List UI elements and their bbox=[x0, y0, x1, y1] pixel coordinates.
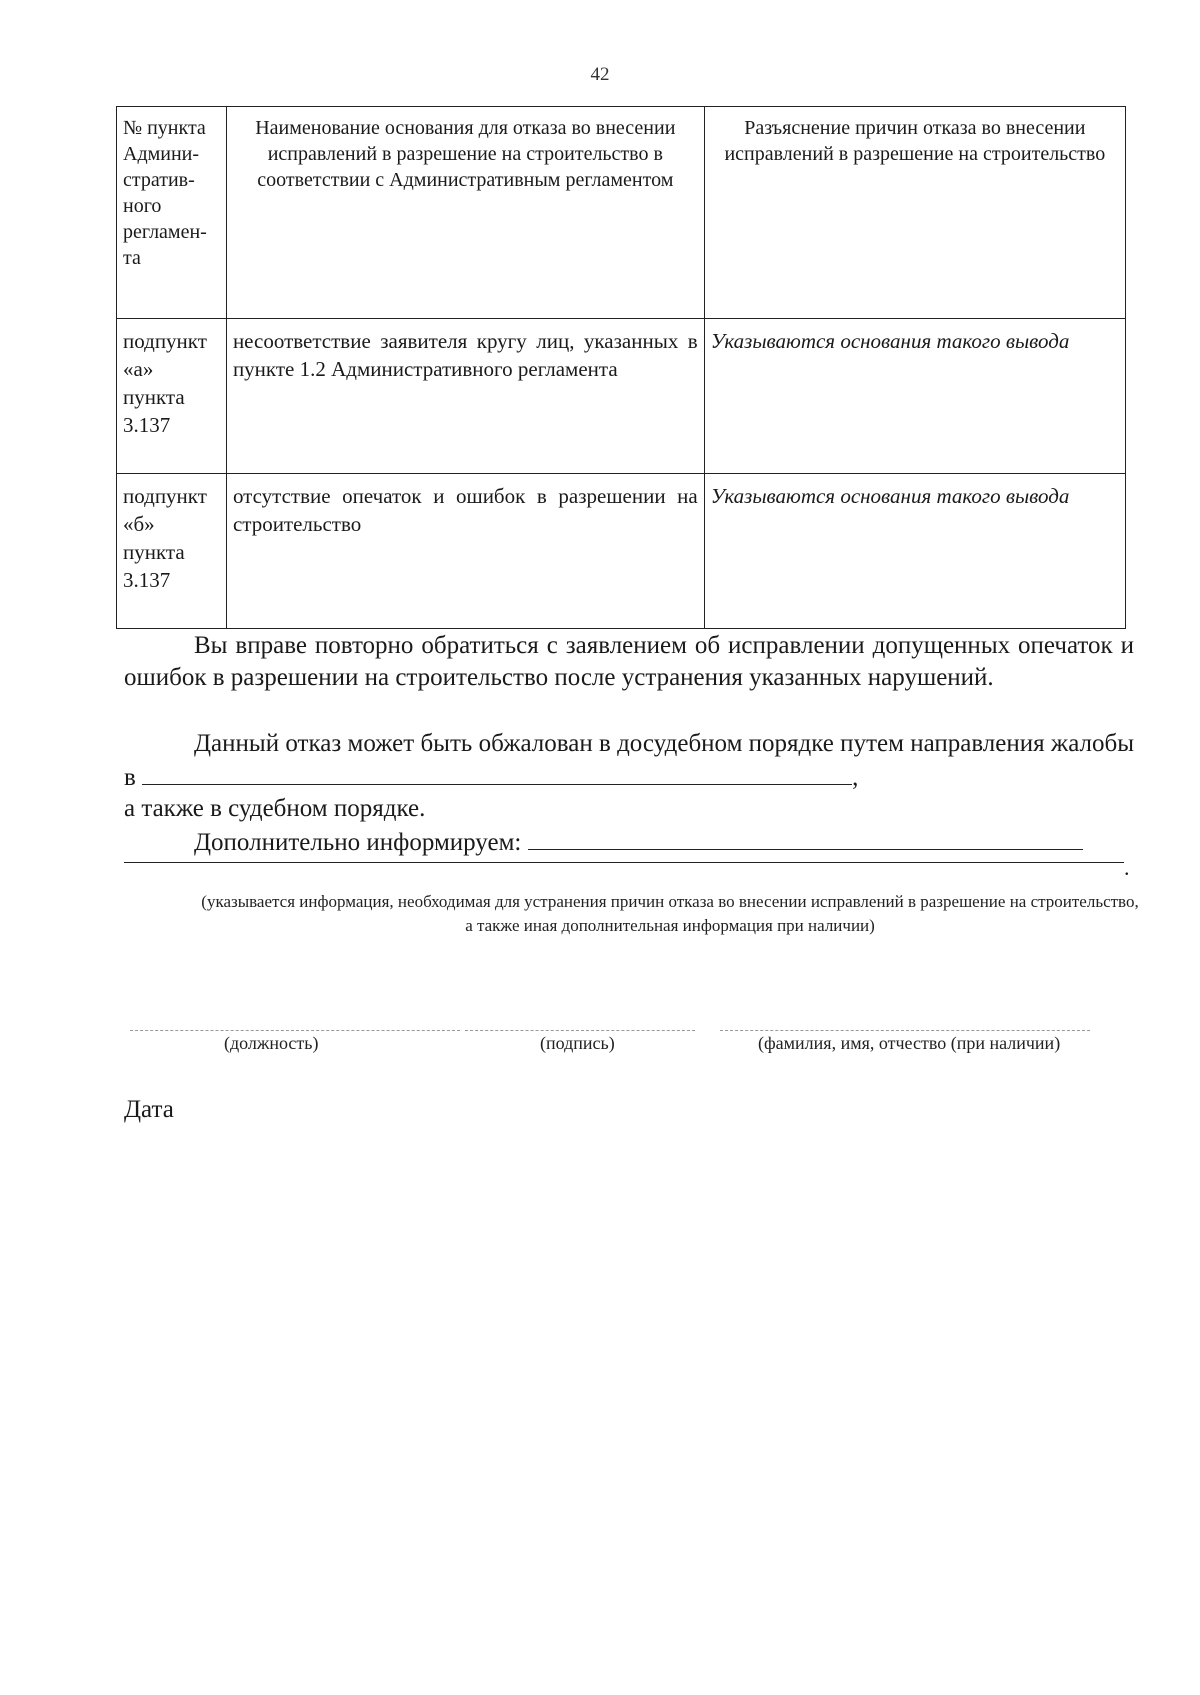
header-refusal-explanation: Разъяснение причин отказа во внесении исправлений в разрешение на строительство bbox=[704, 107, 1125, 319]
table-row bbox=[117, 474, 1126, 629]
table-row bbox=[117, 319, 1126, 474]
reapply-paragraph: Вы вправе повторно обратиться с заявлением об исправлении допущенных опечаток и ошибок в разрешении на строительство после устранения указанных нарушений. bbox=[124, 632, 1134, 691]
header-refusal-reason: Наименование основания для отказа во внесении исправлений в разрешение на строительство в соответствии с Административным регламентом bbox=[226, 107, 704, 319]
additional-info-label: Дополнительно информируем: bbox=[194, 829, 522, 856]
additional-info-paragraph bbox=[124, 825, 1134, 859]
position-line bbox=[130, 1030, 460, 1031]
signature-line bbox=[465, 1030, 695, 1031]
page-number: 42 bbox=[590, 64, 610, 85]
position-label: (должность) bbox=[224, 1033, 319, 1053]
date-label: Дата bbox=[124, 1096, 174, 1123]
appeal-authority-blank bbox=[142, 760, 852, 785]
additional-info-period: . bbox=[1124, 855, 1130, 880]
row-refusal-explanation: Указываются основания такого вывода bbox=[704, 319, 1125, 474]
additional-info-second-blank bbox=[124, 862, 1124, 863]
refusal-reasons-table bbox=[116, 106, 1126, 629]
additional-info-note: (указывается информация, необходимая для устранения причин отказа во внесении исправлений в разрешение на строительство, а также иная дополнительная информация при наличии) bbox=[201, 892, 1139, 935]
appeal-court-text: а также в судебном порядке. bbox=[124, 795, 426, 822]
appeal-comma: , bbox=[852, 764, 859, 791]
additional-info-blank bbox=[528, 825, 1083, 850]
signature-label: (подпись) bbox=[540, 1033, 615, 1053]
appeal-paragraph bbox=[124, 728, 1134, 794]
name-label: (фамилия, имя, отчество (при наличии) bbox=[758, 1033, 1061, 1053]
row-item-number: подпункт «а» пункта 3.137 bbox=[117, 319, 227, 474]
header-item-number: № пункта Админи-стратив-ного регламен-та bbox=[117, 107, 227, 319]
row-refusal-reason: отсутствие опечаток и ошибок в разрешении на строительство bbox=[226, 474, 704, 629]
row-refusal-reason: несоответствие заявителя кругу лиц, указанных в пункте 1.2 Административного регламента bbox=[226, 319, 704, 474]
row-item-number: подпункт «б» пункта 3.137 bbox=[117, 474, 227, 629]
row-refusal-explanation: Указываются основания такого вывода bbox=[704, 474, 1125, 629]
name-line bbox=[720, 1030, 1090, 1031]
table-header-row bbox=[117, 107, 1126, 319]
appeal-text: Данный отказ может быть обжалован в досудебном порядке путем направления жалобы в bbox=[124, 730, 1134, 791]
